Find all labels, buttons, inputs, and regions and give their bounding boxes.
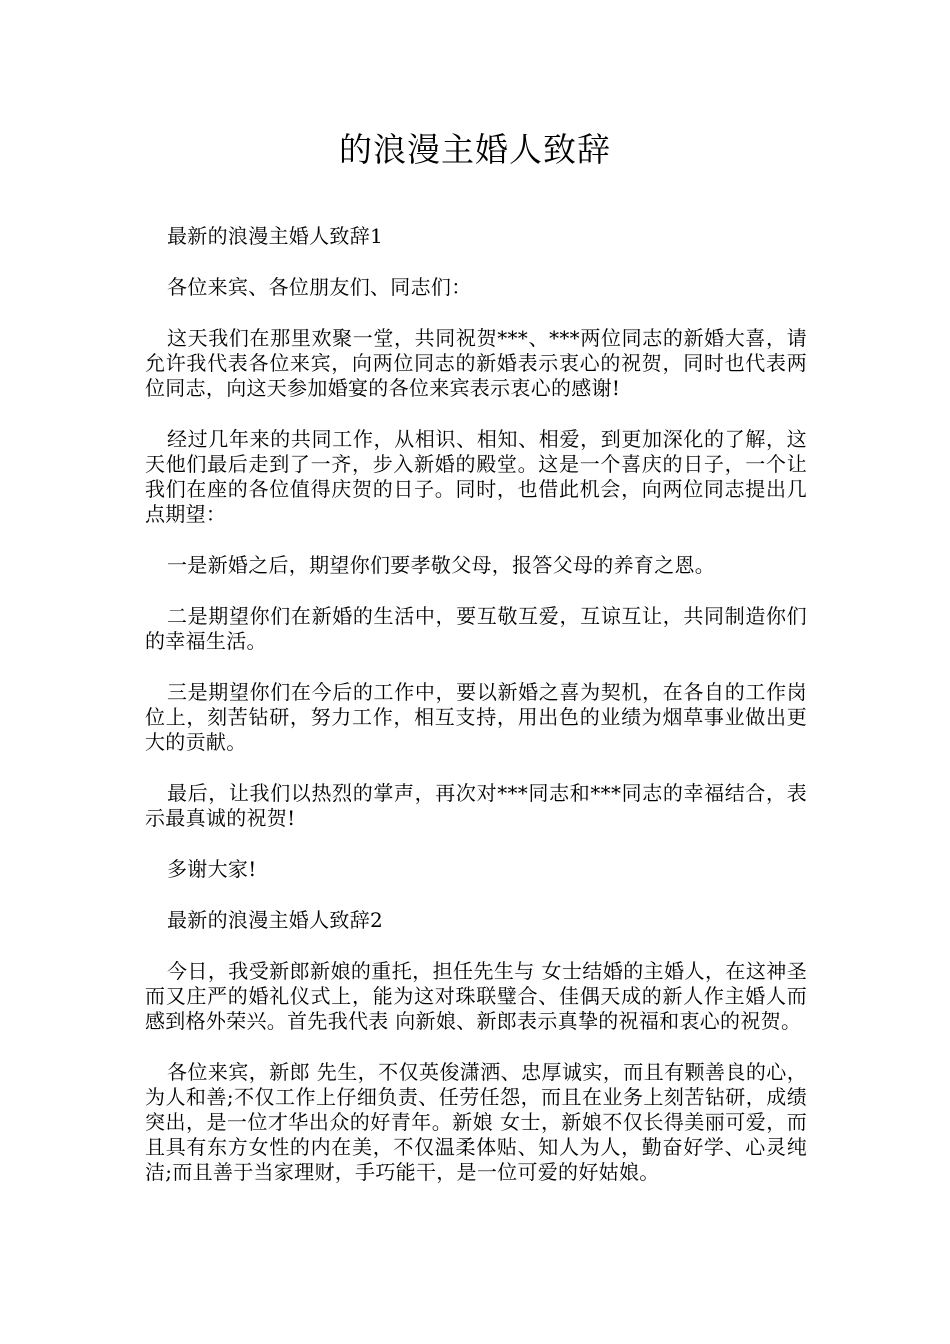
closing-paragraph: 多谢大家!: [167, 857, 257, 881]
salutation-paragraph: 各位来宾、各位朋友们、同志们：: [167, 275, 472, 299]
section-heading-2: 最新的浪漫主婚人致辞2: [167, 908, 384, 932]
body-paragraph: 二是期望你们在新婚的生活中，要互敬互爱，互谅互让，共同制造你们的幸福生活。: [145, 604, 807, 653]
body-paragraph: 最后，让我们以热烈的掌声，再次对***同志和***同志的幸福结合，表示最真诚的祝贺!: [145, 781, 807, 830]
document-title: 的浪漫主婚人致辞: [339, 130, 611, 169]
body-paragraph: 今日，我受新郎新娘的重托，担任先生与 女士结婚的主婚人，在这神圣而又庄严的婚礼仪式上，能为这对珠联璧合、佳偶天成的新人作主婚人而感到格外荣兴。首先我代表 向新娘、新郎表示真挚的祝福和衷心的祝贺。: [145, 959, 807, 1033]
body-paragraph: 各位来宾，新郎 先生，不仅英俊潇洒、忠厚诚实，而且有颗善良的心，为人和善;不仅工作上仔细负责、任劳任怨，而且在业务上刻苦钻研，成绩突出，是一位才华出众的好青年。新娘 女士，新娘不仅长得美丽可爱，而且具有东方女性的内在美，不仅温柔体贴、知人为人，勤奋好学、心灵纯洁;而且善于当家理财，手巧能干，是一位可爱的好姑娘。: [145, 1060, 807, 1184]
body-paragraph: 经过几年来的共同工作，从相识、相知、相爱，到更加深化的了解，这天他们最后走到了一齐，步入新婚的殿堂。这是一个喜庆的日子，一个让我们在座的各位值得庆贺的日子。同时，也借此机会，向两位同志提出几点期望：: [145, 427, 807, 526]
body-paragraph: 三是期望你们在今后的工作中，要以新婚之喜为契机，在各自的工作岗位上，刻苦钻研，努力工作，相互支持，用出色的业绩为烟草事业做出更大的贡献。: [145, 680, 807, 754]
body-paragraph: 一是新婚之后，期望你们要孝敬父母，报答父母的养育之恩。: [167, 553, 716, 577]
document-body: [145, 224, 807, 1211]
section-heading-1: 最新的浪漫主婚人致辞1: [167, 224, 384, 248]
body-paragraph: 这天我们在那里欢聚一堂，共同祝贺***、***两位同志的新婚大喜，请允许我代表各位来宾，向两位同志的新婚表示衷心的祝贺，同时也代表两位同志，向这天参加婚宴的各位来宾表示衷心的感谢!: [145, 326, 807, 400]
